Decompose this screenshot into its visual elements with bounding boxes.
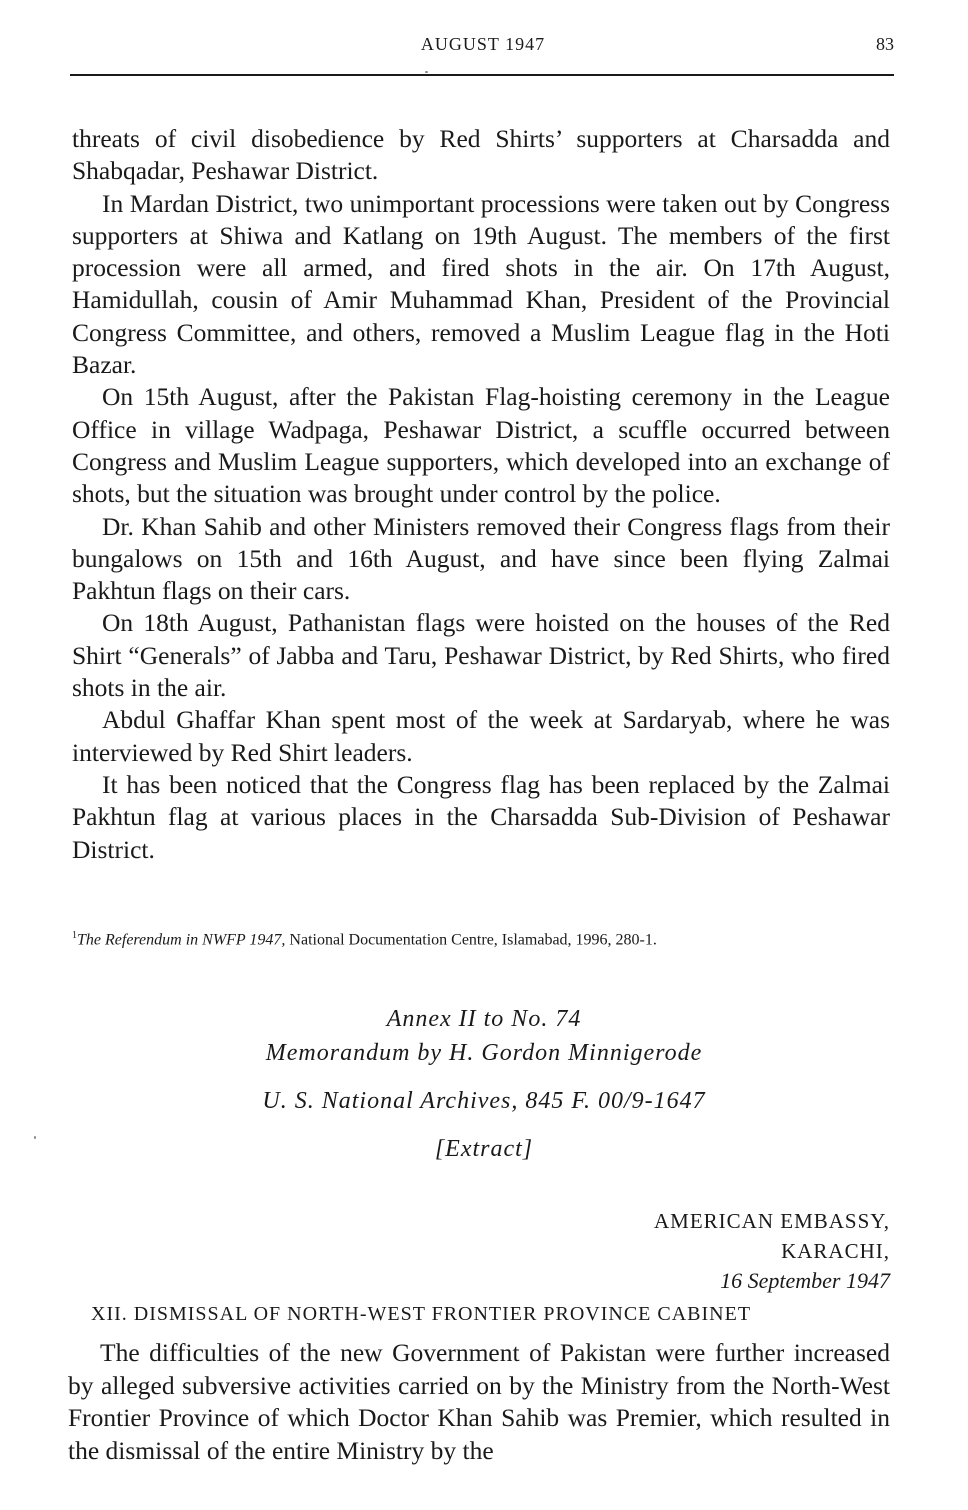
footnote [72, 926, 890, 950]
footnote-marker: 1 [72, 930, 77, 941]
running-title: AUGUST 1947 [420, 34, 546, 54]
sender-address [654, 1206, 890, 1296]
running-head [72, 34, 894, 58]
archive-reference: U. S. National Archives, 845 F. 00/9-1647 [262, 1088, 706, 1114]
paragraph: The difficulties of the new Government of Pakistan were further increased by alleged subversive activities carried on by the Ministry from the North-West Frontier Province of which Doctor Khan Sahib was Premier, which resulted in the dismissal of the entire Ministry by the [68, 1338, 890, 1465]
address-line-embassy: AMERICAN EMBASSY, [654, 1209, 890, 1233]
paragraph: Dr. Khan Sahib and other Ministers removed their Congress flags from their bungalows on 15th and 16th August, and have since been flying Zalmai Pakhtun flags on their cars. [72, 511, 890, 606]
annex-heading: Annex II to No. 74 [386, 1006, 582, 1032]
paragraph: It has been noticed that the Congress flag has been replaced by the Zalmai Pakhtun flag at various places in the Charsadda Sub-Division of Peshawar District. [72, 769, 890, 864]
section-text [68, 1337, 890, 1467]
extract-label: [Extract] [434, 1136, 534, 1162]
scan-speck [425, 71, 428, 73]
memorandum-author: Memorandum by H. Gordon Minnigerode [265, 1040, 703, 1066]
paragraph: In Mardan District, two unimportant processions were taken out by Congress supporters at Shiwa and Katlang on 19th August. The members of the first procession were all armed, and fired shots in the air. On 17th August, Hamidullah, cousin of Amir Muhammad Khan, President of the Provincial Congress Committee, and others, removed a Muslim League flag in the Hoti Bazar. [72, 188, 890, 380]
body-text [72, 123, 890, 866]
address-line-city: KARACHI, [781, 1239, 890, 1263]
paragraph: On 18th August, Pathanistan flags were hoisted on the houses of the Red Shirt “Generals” of Jabba and Taru, Peshawar District, by Red Shirts, who fired shots in the air. [72, 608, 890, 703]
paragraph: On 15th August, after the Pakistan Flag-hoisting ceremony in the League Office in village Wadpaga, Peshawar District, a scuffle occurred between Congress and Muslim League supporters, which developed into an exchange of shots, but the situation was brought under control by the police. [72, 382, 890, 509]
scan-speck [34, 1136, 36, 1139]
header-rule [70, 74, 894, 76]
letter-date: 16 September 1947 [720, 1268, 890, 1293]
footnote-text: National Documentation Centre, Islamabad, 1996, 280-1. [285, 931, 657, 949]
footnote-title: The Referendum in NWFP 1947, [77, 931, 286, 949]
paragraph: threats of civil disobedience by Red Shirts’ supporters at Charsadda and Shabqadar, Peshawar District. [72, 124, 890, 186]
section-heading: XII. DISMISSAL OF NORTH-WEST FRONTIER PROVINCE CABINET [91, 1303, 752, 1325]
page-number: 83 [876, 34, 894, 54]
paragraph: Abdul Ghaffar Khan spent most of the week at Sardaryab, where he was interviewed by Red Shirt leaders. [72, 705, 890, 767]
